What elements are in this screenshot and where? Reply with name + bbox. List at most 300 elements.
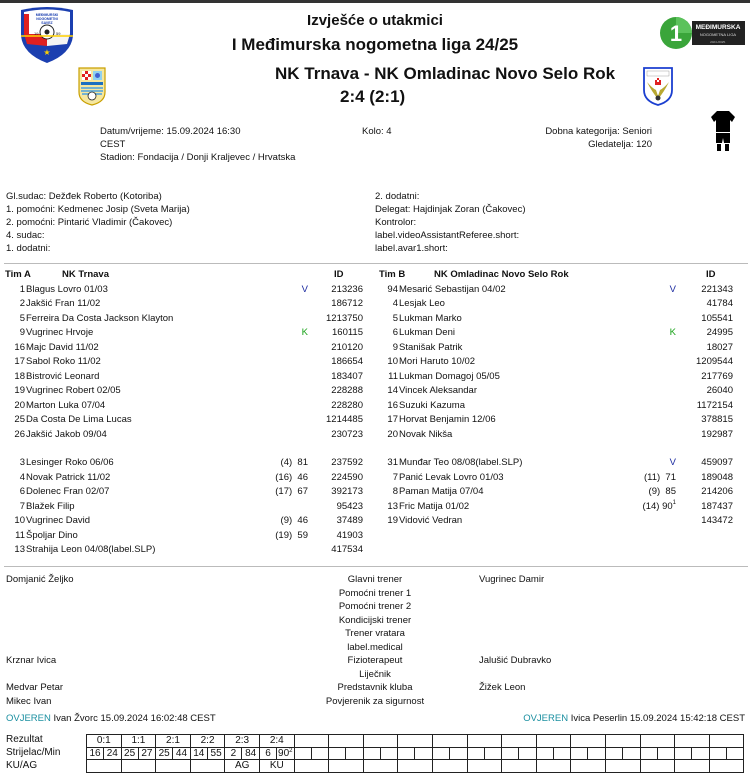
player-row	[4, 355, 370, 370]
player-row	[4, 384, 370, 399]
goals-table	[86, 734, 744, 773]
player-id: 228288	[331, 385, 363, 396]
match-datetime-block	[100, 125, 295, 164]
away-staff-name	[479, 614, 551, 628]
player-name: Dolenec Fran 02/07	[26, 486, 110, 497]
minute-cell: 24	[104, 747, 122, 760]
league-logo	[658, 15, 746, 51]
player-name: Munđar Teo 08/08(label.SLP)	[399, 457, 523, 468]
player-number: 26	[14, 428, 25, 440]
player-id: 230723	[331, 428, 363, 440]
home-staff-name: Domjanić Željko	[6, 574, 74, 585]
home-staff-name	[6, 641, 74, 655]
player-number: 18	[14, 370, 25, 382]
player-number: 13	[14, 544, 25, 555]
verified-by: Ivica Peserlin 15.09.2024 15:42:18 CEST	[568, 713, 745, 724]
player-id: 210120	[331, 341, 363, 353]
substitution-info: (16) 46	[275, 471, 308, 483]
player-name: Lukman Marko	[399, 312, 462, 324]
player-number: 20	[387, 428, 398, 440]
match-category-block	[545, 125, 652, 151]
player-name: Marton Luka 07/04	[26, 399, 106, 411]
player-number: 9	[19, 327, 25, 338]
row-label-type: KU/AG	[6, 760, 38, 771]
result-cell: 2:4	[259, 735, 294, 748]
goal-type-cell	[536, 760, 571, 773]
goal-type-cell	[294, 760, 329, 773]
team-a-header	[4, 268, 370, 283]
official-entry: 1. pomoćni: Kedmenec Josip (Sveta Marija)	[6, 204, 190, 215]
player-row	[374, 428, 746, 443]
verified-status: OVJEREN	[6, 713, 51, 724]
player-name: Vugrinec David	[26, 515, 91, 526]
substitution-info: (17) 67	[275, 486, 308, 497]
top-border	[0, 0, 750, 3]
captain-mark: K	[669, 327, 676, 338]
staff-role-label: Glavni trener	[347, 574, 403, 585]
scorer-cell: 25	[156, 747, 173, 760]
player-name: Ferreira Da Costa Jackson Klayton	[26, 312, 174, 324]
official-entry: label.avar1.short:	[375, 243, 448, 254]
player-name: Vincek Aleksandar	[399, 385, 477, 396]
player-name: Novak Patrick 11/02	[26, 471, 111, 483]
minute-cell	[449, 747, 467, 760]
minute-cell	[726, 747, 744, 760]
scorer-cell	[398, 747, 415, 760]
player-id: 1213750	[326, 312, 363, 324]
minute-cell: 44	[173, 747, 191, 760]
player-id: 41903	[336, 529, 363, 541]
player-row	[4, 283, 370, 298]
roster-spacer	[4, 442, 370, 456]
scorer-cell	[605, 747, 622, 760]
sub-footnote: 1	[672, 499, 676, 506]
player-id: 213236	[331, 283, 363, 295]
result-cell: 0:1	[87, 735, 122, 748]
substitution-info: (14) $90^1$	[642, 499, 676, 512]
scorer-cell	[640, 747, 657, 760]
svg-text:MEĐIMURSKI: MEĐIMURSKI	[35, 13, 59, 17]
officials-left	[6, 190, 190, 255]
kit-jersey-icon	[710, 110, 736, 152]
substitution-info: (9) 85	[648, 486, 676, 497]
player-name: Lukman Deni	[399, 327, 455, 338]
svg-text:★: ★	[43, 48, 51, 57]
player-name: Da Costa De Lima Lucas	[26, 414, 132, 425]
goalkeeper-mark: V	[301, 283, 308, 295]
minute-cell	[657, 747, 675, 760]
scorer-cell	[536, 747, 553, 760]
player-name: Vidović Vedran	[399, 515, 463, 526]
away-verification	[523, 713, 745, 724]
player-id: 41784	[706, 298, 733, 309]
goal-type-cell	[432, 760, 467, 773]
player-number: 3	[19, 457, 25, 468]
player-number: 4	[19, 471, 25, 483]
match-title	[275, 64, 615, 84]
home-staff-list	[6, 573, 74, 708]
player-number: 20	[14, 399, 25, 411]
substitution-info: (11) 71	[643, 471, 676, 483]
league-badge-icon	[658, 15, 746, 51]
goal-type-cell	[190, 760, 225, 773]
player-row	[374, 283, 746, 298]
player-id: 186654	[331, 356, 363, 367]
player-number: 8	[392, 486, 398, 497]
result-cell	[536, 735, 571, 748]
staff-role-label: Predstavnik kluba	[337, 682, 413, 693]
player-id: 143472	[701, 515, 733, 526]
player-row	[4, 456, 370, 471]
player-row	[4, 485, 370, 500]
player-row	[4, 312, 370, 327]
type-row	[87, 760, 744, 773]
minute-cell	[622, 747, 640, 760]
player-row	[4, 428, 370, 443]
goalkeeper-mark: V	[669, 283, 676, 295]
team-a-id-header: ID	[334, 269, 344, 280]
player-name: Novak Nikša	[399, 428, 453, 440]
substitution-info: (9) 46	[280, 515, 308, 526]
player-name: Strahija Leon 04/08(label.SLP)	[26, 544, 156, 555]
player-row	[4, 370, 370, 385]
player-number: 7	[19, 500, 25, 512]
minute-cell	[311, 747, 329, 760]
player-number: 7	[392, 471, 398, 483]
staff-role-label: Trener vratara	[345, 628, 405, 639]
player-name: Paman Matija 07/04	[399, 486, 484, 497]
home-staff-name	[6, 627, 74, 641]
home-team-logo	[77, 66, 107, 106]
player-id: 392173	[331, 486, 363, 497]
scorer-cell: 6	[259, 747, 276, 760]
player-number: 19	[14, 385, 25, 396]
staff-role-label: Povjerenik za sigurnost	[325, 695, 425, 707]
minute-footnote: 2	[289, 747, 293, 754]
player-row	[4, 413, 370, 428]
goal-type-cell	[398, 760, 433, 773]
player-id: 192987	[701, 428, 733, 440]
svg-text:2024./2025.: 2024./2025.	[710, 40, 726, 44]
official-entry: label.videoAssistantReferee.short:	[375, 230, 520, 241]
player-id: 183407	[331, 370, 363, 382]
player-number: 94	[387, 283, 398, 295]
minute-cell	[553, 747, 571, 760]
player-number: 11	[388, 370, 398, 382]
result-cell	[432, 735, 467, 748]
away-staff-name: Žižek Leon	[479, 682, 526, 693]
team-b-header	[374, 268, 746, 283]
minute-cell: 84	[242, 747, 260, 760]
team-a-name: NK Trnava	[62, 269, 109, 280]
player-number: 31	[387, 457, 398, 468]
goal-type-cell	[640, 760, 675, 773]
substitution-info: (19) 59	[275, 529, 308, 541]
player-row	[374, 485, 746, 500]
away-team-name: NK Omladinac Novo Selo Rok	[374, 64, 616, 83]
divider	[4, 263, 748, 264]
player-number: 16	[387, 399, 398, 411]
team-b-roster	[374, 268, 746, 529]
result-cell: 2:1	[156, 735, 191, 748]
player-id: 237592	[331, 457, 363, 468]
player-number: 9	[392, 341, 398, 353]
player-row	[374, 413, 746, 428]
team-b-id-header: ID	[706, 269, 716, 280]
away-staff-name: Vugrinec Damir	[479, 574, 545, 585]
player-number: 4	[392, 298, 398, 309]
result-cell	[329, 735, 364, 748]
away-staff-name	[479, 587, 551, 601]
player-number: 19	[387, 515, 398, 526]
verified-status: OVJEREN	[523, 713, 569, 724]
result-cell	[605, 735, 640, 748]
result-cell: 1:1	[121, 735, 156, 748]
player-row	[4, 514, 370, 529]
player-name: Majc David 11/02	[26, 341, 99, 353]
scorer-cell	[432, 747, 449, 760]
match-timezone: CEST	[100, 139, 126, 150]
goal-type-cell	[121, 760, 156, 773]
age-category: Dobna kategorija: Seniori	[545, 126, 652, 137]
player-row	[4, 341, 370, 356]
player-name: Horvat Benjamin 12/06	[399, 414, 496, 425]
svg-text:SAVEZ: SAVEZ	[41, 21, 53, 25]
result-cell	[398, 735, 433, 748]
home-verification	[6, 713, 216, 724]
player-row	[374, 341, 746, 356]
match-stadium: Stadion: Fondacija / Donji Kraljevec / Hrvatska	[100, 152, 296, 163]
player-id: 105541	[701, 312, 733, 324]
player-name: Mesarić Sebastijan 04/02	[399, 283, 506, 295]
scorer-cell: 2	[225, 747, 242, 760]
goal-type-cell	[467, 760, 502, 773]
result-row	[87, 735, 744, 748]
minute-cell: 27	[138, 747, 156, 760]
scorer-cell	[675, 747, 692, 760]
player-name: Lesinger Roko 06/06	[26, 457, 114, 468]
svg-text:1: 1	[669, 21, 683, 46]
player-id: 417534	[331, 544, 363, 555]
goal-type-cell: AG	[225, 760, 260, 773]
official-entry: Gl.sudac: Dežđek Roberto (Kotoriba)	[6, 191, 162, 202]
result-cell	[675, 735, 710, 748]
official-entry: 4. sudac:	[6, 230, 45, 241]
goals-row-labels	[6, 733, 60, 772]
substitution-info: (4) 81	[280, 457, 308, 468]
player-name: Lesjak Leo	[399, 298, 445, 309]
player-id: 228280	[331, 399, 363, 411]
svg-text:59: 59	[56, 31, 61, 36]
scorer-cell	[329, 747, 346, 760]
player-name: Blažek Filip	[26, 500, 75, 512]
minute-cell	[484, 747, 502, 760]
scorer-cell	[502, 747, 519, 760]
player-row	[374, 500, 746, 515]
away-staff-list	[479, 573, 551, 708]
official-entry: Delegat: Hajdinjak Zoran (Čakovec)	[375, 204, 526, 215]
match-round: Kolo: 4	[362, 126, 392, 137]
player-number: 11	[15, 529, 25, 541]
result-cell	[709, 735, 744, 748]
away-staff-name	[479, 627, 551, 641]
league-title: I Međimurska nogometna liga 24/25	[231, 35, 519, 54]
staff-role-label: label.medical	[347, 641, 403, 653]
omladinac-crest-icon	[642, 66, 674, 106]
player-id: 214206	[701, 486, 733, 497]
team-b-name: NK Omladinac Novo Selo Rok	[434, 269, 569, 280]
player-name: Špoljar Dino	[26, 529, 78, 541]
player-row	[374, 370, 746, 385]
player-id: 26040	[706, 385, 733, 396]
player-number: 25	[14, 414, 25, 425]
player-id: 224590	[331, 471, 363, 483]
home-staff-name	[6, 614, 74, 628]
player-row	[4, 297, 370, 312]
team-b-label: Tim B	[379, 269, 406, 280]
player-row	[4, 500, 370, 515]
player-id: 217769	[701, 370, 733, 382]
team-separator: -	[359, 64, 375, 83]
player-number: 6	[392, 327, 398, 338]
staff-roles-list	[300, 573, 450, 708]
minute-cell	[346, 747, 364, 760]
result-cell: 2:3	[225, 735, 260, 748]
player-id: 378815	[701, 414, 733, 425]
player-number: 6	[19, 486, 25, 497]
goalkeeper-mark: V	[669, 457, 676, 468]
player-row	[4, 326, 370, 341]
player-name: Panić Levak Lovro 01/03	[399, 471, 504, 483]
player-row	[4, 399, 370, 414]
official-entry: 2. dodatni:	[375, 191, 420, 202]
goal-type-cell	[675, 760, 710, 773]
scorer-cell: 16	[87, 747, 104, 760]
minute-cell	[380, 747, 398, 760]
player-number: 17	[387, 414, 398, 425]
player-id: 189048	[701, 471, 733, 483]
row-label-scorer: Strijelac/Min	[6, 747, 61, 758]
goal-type-cell	[571, 760, 606, 773]
player-name: Vugrinec Hrvoje	[26, 327, 94, 338]
home-team-name: NK Trnava	[275, 64, 360, 83]
result-cell	[502, 735, 537, 748]
home-staff-name: Krznar Ivica	[6, 655, 57, 666]
goal-type-cell	[709, 760, 744, 773]
player-row	[374, 297, 746, 312]
player-id: 1209544	[696, 356, 733, 367]
player-name: Jakšić Jakob 09/04	[26, 428, 107, 440]
goal-type-cell	[363, 760, 398, 773]
result-cell: 2:2	[190, 735, 225, 748]
player-row	[374, 326, 746, 341]
player-name: Jakšić Fran 11/02	[26, 298, 101, 309]
player-name: Lukman Domagoj 05/05	[399, 370, 500, 382]
player-row	[4, 529, 370, 544]
svg-text:19: 19	[34, 31, 39, 36]
player-row	[374, 355, 746, 370]
player-row	[374, 471, 746, 486]
svg-text:NOGOMETNA LIGA: NOGOMETNA LIGA	[699, 32, 737, 37]
staff-role-label: Kondicijski trener	[338, 614, 412, 626]
player-row	[4, 471, 370, 486]
team-a-label: Tim A	[5, 269, 31, 280]
report-title: Izvješće o utakmici	[307, 12, 443, 29]
minute-cell: $90^2$	[278, 747, 293, 759]
result-cell	[294, 735, 329, 748]
captain-mark: K	[301, 327, 308, 338]
player-number: 5	[19, 312, 25, 324]
staff-role-label: Pomoćni trener 2	[338, 601, 412, 612]
home-staff-name: Medvar Petar	[6, 682, 64, 693]
player-row	[374, 399, 746, 414]
result-cell	[363, 735, 398, 748]
row-label-result: Rezultat	[6, 734, 43, 745]
player-row	[374, 312, 746, 327]
player-number: 1	[19, 283, 25, 295]
minute-cell	[692, 747, 710, 760]
officials-right	[375, 190, 525, 255]
player-number: 14	[387, 385, 398, 396]
minute-cell	[519, 747, 537, 760]
home-staff-name: Mikec Ivan	[6, 695, 52, 707]
player-name: Vugrinec Robert 02/05	[26, 385, 121, 396]
scorer-cell	[294, 747, 311, 760]
player-id: 24995	[706, 327, 733, 338]
player-number: 2	[19, 298, 25, 309]
away-staff-name	[479, 641, 551, 655]
goal-type-cell	[605, 760, 640, 773]
player-id: 1214485	[326, 414, 363, 425]
player-number: 10	[387, 356, 398, 367]
final-score: 2:4 (2:1)	[340, 87, 406, 106]
away-staff-name	[479, 600, 551, 614]
minute-cell	[588, 747, 606, 760]
player-id: 186712	[331, 298, 363, 309]
player-id: 37489	[336, 515, 363, 526]
trnava-crest-icon	[77, 66, 107, 106]
goal-type-cell	[156, 760, 191, 773]
scorer-row	[87, 747, 744, 760]
result-cell	[467, 735, 502, 748]
player-name: Blagus Lovro 01/03	[26, 283, 108, 295]
result-cell	[571, 735, 606, 748]
player-id: 459097	[701, 457, 733, 468]
player-row	[374, 384, 746, 399]
scorer-cell	[363, 747, 380, 760]
away-staff-name: Jalušić Dubravko	[479, 655, 552, 666]
goal-type-cell	[87, 760, 122, 773]
away-staff-name	[479, 668, 551, 682]
home-staff-name	[6, 668, 74, 682]
player-name: Stanišak Patrik	[399, 341, 463, 353]
team-a-roster	[4, 268, 370, 558]
player-name: Mori Haruto 10/02	[399, 356, 476, 367]
player-number: 5	[392, 312, 398, 324]
player-id: 18027	[706, 341, 733, 353]
official-entry: 2. pomoćni: Pintarić Vladimir (Čakovec)	[6, 217, 173, 228]
staff-role-label: Liječnik	[359, 668, 391, 680]
player-number: 10	[14, 515, 25, 526]
player-name: Sabol Roko 11/02	[26, 356, 101, 367]
roster-spacer	[374, 442, 746, 456]
svg-text:MEĐIMURSKA: MEĐIMURSKA	[695, 24, 741, 31]
player-id: 221343	[701, 283, 733, 295]
away-staff-name	[479, 695, 551, 709]
home-staff-name	[6, 600, 74, 614]
goal-type-cell	[502, 760, 537, 773]
svg-text:NOGOMETNI: NOGOMETNI	[36, 17, 58, 21]
